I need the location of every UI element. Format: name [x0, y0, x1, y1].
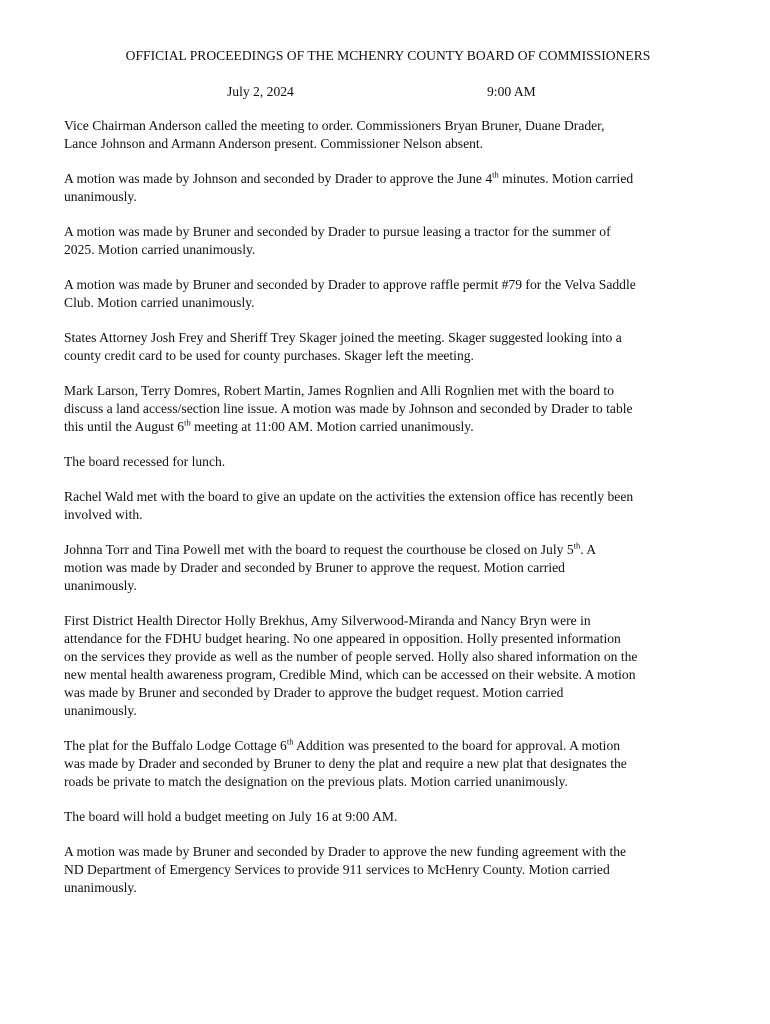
text-segment: The plat for the Buffalo Lodge Cottage 6 — [64, 738, 287, 753]
text-segment: A motion was made by Bruner and seconded by Drader to pursue leasing a tractor for the summer of — [64, 224, 611, 239]
text-segment: A motion was made by Bruner and seconded by Drader to approve the new funding agreement with the — [64, 844, 627, 859]
text-segment: Rachel Wald met with the board to give an update on the activities the extension office has recently been — [64, 489, 634, 504]
paragraph-line — [64, 382, 712, 400]
paragraph-line — [64, 612, 712, 630]
text-segment: The board recessed for lunch. — [64, 454, 226, 469]
text-segment: Lance Johnson and Armann Anderson present. Commissioner Nelson absent. — [64, 136, 484, 151]
ordinal-superscript: th — [492, 169, 499, 180]
minutes-paragraph — [64, 453, 712, 471]
paragraph-line — [64, 170, 712, 188]
text-segment: 2025. Motion carried unanimously. — [64, 242, 256, 257]
text-segment: county credit card to be used for county purchases. Skager left the meeting. — [64, 348, 474, 363]
text-segment: A motion was made by Bruner and seconded by Drader to approve raffle permit #79 for the Velva Saddle — [64, 277, 636, 292]
paragraph-line — [64, 702, 712, 720]
paragraph-line — [64, 541, 712, 559]
paragraph-line — [64, 861, 712, 879]
minutes-paragraph — [64, 737, 712, 791]
minutes-paragraph — [64, 808, 712, 826]
minutes-paragraph — [64, 170, 712, 206]
paragraph-line — [64, 347, 712, 365]
text-segment: Johnna Torr and Tina Powell met with the board to request the courthouse be closed on July 5 — [64, 542, 574, 557]
paragraph-line — [64, 135, 712, 153]
minutes-paragraph — [64, 843, 712, 897]
text-segment: Club. Motion carried unanimously. — [64, 295, 255, 310]
text-segment: unanimously. — [64, 189, 137, 204]
minutes-paragraph — [64, 382, 712, 436]
text-segment: motion was made by Drader and seconded by Bruner to approve the request. Motion carried — [64, 560, 565, 575]
minutes-paragraph — [64, 488, 712, 524]
text-segment: unanimously. — [64, 703, 137, 718]
paragraph-line — [64, 843, 712, 861]
paragraph-line — [64, 223, 712, 241]
paragraph-line — [64, 684, 712, 702]
text-segment: States Attorney Josh Frey and Sheriff Trey Skager joined the meeting. Skager suggested looking into a — [64, 330, 622, 345]
document-title: OFFICIAL PROCEEDINGS OF THE MCHENRY COUNTY BOARD OF COMMISSIONERS — [125, 48, 651, 63]
paragraph-line — [64, 400, 712, 418]
text-segment: Mark Larson, Terry Domres, Robert Martin, James Rognlien and Alli Rognlien met with the board to — [64, 383, 615, 398]
text-segment: Vice Chairman Anderson called the meeting to order. Commissioners Bryan Bruner, Duane Drader, — [64, 118, 605, 133]
paragraph-line — [64, 329, 712, 347]
minutes-paragraph — [64, 223, 712, 259]
text-segment: on the services they provide as well as the number of people served. Holly also shared information on the — [64, 649, 638, 664]
paragraph-line — [64, 506, 712, 524]
text-segment: roads be private to match the designation on the previous plats. Motion carried unanimously. — [64, 774, 568, 789]
paragraph-line — [64, 808, 712, 826]
paragraph-line — [64, 755, 712, 773]
paragraph-line — [64, 773, 712, 791]
text-segment: unanimously. — [64, 578, 137, 593]
paragraph-line — [64, 453, 712, 471]
paragraph-line — [64, 488, 712, 506]
document-page — [64, 46, 712, 914]
meeting-time: 9:00 AM — [487, 84, 536, 99]
paragraph-line — [64, 276, 712, 294]
ordinal-superscript: th — [573, 540, 581, 551]
text-segment: was made by Drader and seconded by Bruner to deny the plat and require a new plat that designates the — [64, 756, 627, 771]
text-segment: was made by Bruner and seconded by Drader to approve the budget request. Motion carried — [64, 685, 564, 700]
minutes-paragraph — [64, 541, 712, 595]
ordinal-superscript: th — [286, 736, 294, 747]
paragraph-line — [64, 879, 712, 897]
minutes-paragraph — [64, 612, 712, 720]
paragraph-line — [64, 666, 712, 684]
meeting-dateline — [64, 82, 712, 102]
paragraph-line — [64, 294, 712, 312]
text-segment: discuss a land access/section line issue. A motion was made by Johnson and seconded by Drader to table — [64, 401, 633, 416]
meeting-date: July 2, 2024 — [227, 84, 294, 99]
minutes-paragraph — [64, 276, 712, 312]
text-segment: this until the August 6 — [64, 419, 185, 434]
text-segment: minutes. Motion carried — [498, 171, 634, 186]
text-segment: new mental health awareness program, Credible Mind, which can be accessed on their website. A motion — [64, 667, 636, 682]
text-segment: meeting at 11:00 AM. Motion carried unanimously. — [190, 419, 474, 434]
minutes-body — [64, 117, 712, 897]
text-segment: unanimously. — [64, 880, 137, 895]
text-segment: ND Department of Emergency Services to provide 911 services to McHenry County. Motion carried — [64, 862, 610, 877]
paragraph-line — [64, 630, 712, 648]
minutes-paragraph — [64, 329, 712, 365]
text-segment: involved with. — [64, 507, 143, 522]
minutes-paragraph — [64, 117, 712, 153]
paragraph-line — [64, 241, 712, 259]
paragraph-line — [64, 188, 712, 206]
paragraph-line — [64, 737, 712, 755]
text-segment: A motion was made by Johnson and seconded by Drader to approve the June 4 — [64, 171, 493, 186]
paragraph-line — [64, 117, 712, 135]
text-segment: First District Health Director Holly Brekhus, Amy Silverwood-Miranda and Nancy Bryn were in — [64, 613, 591, 628]
paragraph-line — [64, 648, 712, 666]
text-segment: attendance for the FDHU budget hearing. No one appeared in opposition. Holly presented information — [64, 631, 621, 646]
ordinal-superscript: th — [184, 417, 191, 428]
paragraph-line — [64, 418, 712, 436]
paragraph-line — [64, 559, 712, 577]
paragraph-line — [64, 577, 712, 595]
text-segment: . A — [580, 542, 597, 557]
text-segment: The board will hold a budget meeting on July 16 at 9:00 AM. — [64, 809, 398, 824]
text-segment: Addition was presented to the board for approval. A motion — [293, 738, 621, 753]
